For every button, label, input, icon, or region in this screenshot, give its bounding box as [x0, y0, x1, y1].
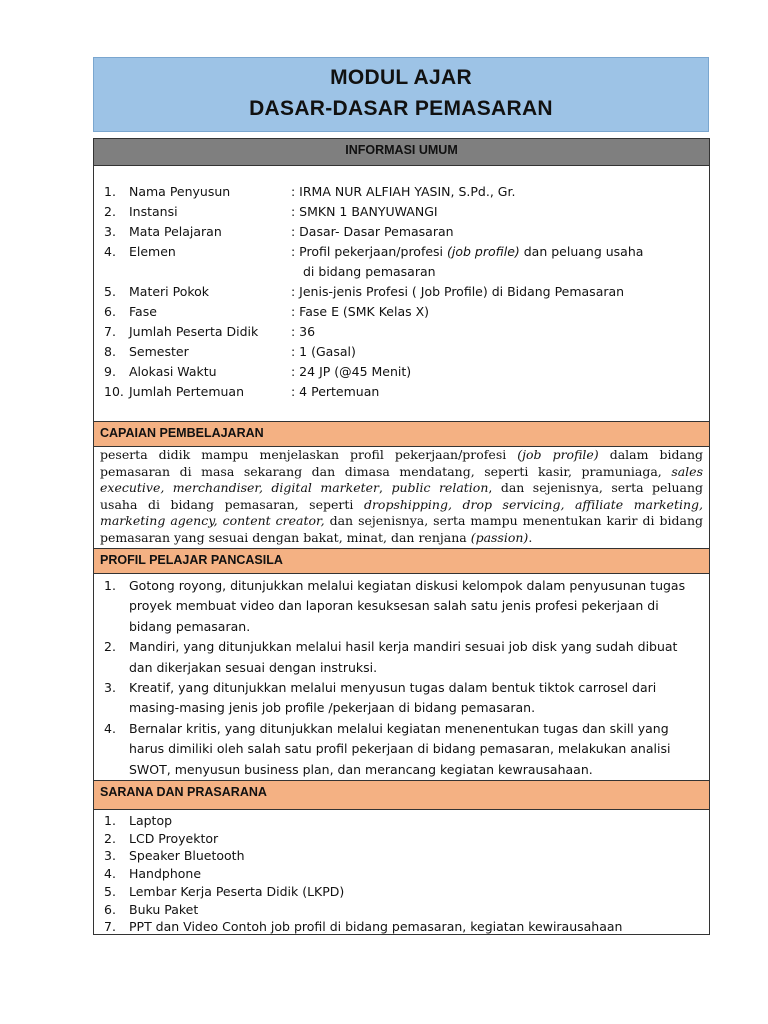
- list-item-number: 2.: [104, 830, 116, 846]
- list-item-text: LCD Proyektor: [129, 830, 219, 846]
- list-item-number: 1.: [104, 813, 116, 828]
- list-item-text: PPT dan Video Contoh job profil di bidang pemasaran, kegiatan kewirausahaan: [129, 919, 623, 935]
- capaian-text: .: [528, 529, 533, 545]
- info-num: 10.: [104, 384, 124, 399]
- capaian-emphasis: dropshipping, drop servicing, affiliate marketing, marketing agency, content creator,: [100, 496, 703, 529]
- info-value: : 4 Pertemuan: [291, 384, 380, 399]
- list-item: [104, 719, 703, 780]
- capaian-emphasis: public relation: [391, 480, 489, 496]
- info-value-emphasis: (job profile): [447, 244, 520, 259]
- list-item: [104, 865, 703, 883]
- info-row: [104, 242, 699, 282]
- list-item-number: 7.: [104, 919, 116, 935]
- info-label: Jumlah Peserta Didik: [129, 324, 259, 339]
- info-value: : 1 (Gasal): [291, 344, 356, 359]
- info-label: Semester: [129, 344, 189, 359]
- list-item-text: Buku Paket: [129, 901, 199, 917]
- list-item-number: 3.: [104, 680, 116, 696]
- capaian-emphasis: (passion): [470, 529, 529, 545]
- list-item-text: Laptop: [129, 813, 173, 828]
- info-value: : SMKN 1 BANYUWANGI: [291, 204, 438, 219]
- list-item-number: 4.: [104, 720, 116, 736]
- list-item-text: Mandiri, yang ditunjukkan melalui hasil kerja mandiri sesuai job disk yang sudah dibuat dan dikerjakan sesuai dengan instruksi.: [129, 639, 678, 675]
- list-item-number: 4.: [104, 866, 116, 882]
- info-row: [104, 222, 699, 242]
- list-item: [104, 637, 703, 678]
- info-value: : 36: [291, 324, 316, 339]
- info-row: [104, 202, 699, 222]
- info-value-part: : Profil pekerjaan/profesi: [291, 244, 448, 259]
- list-item-text: Kreatif, yang ditunjukkan melalui menyusun tugas dalam bentuk tiktok carrosel dari masing-masing jenis job profile /pekerjaan di bidang pemasaran.: [129, 680, 657, 716]
- list-item-text: Handphone: [129, 866, 202, 882]
- profil-list: [104, 576, 703, 780]
- list-item-number: 6.: [104, 901, 116, 917]
- info-row: [104, 382, 699, 402]
- info-num: 1.: [104, 184, 116, 199]
- list-item: [104, 576, 703, 637]
- info-row: [104, 302, 699, 322]
- info-label: Materi Pokok: [129, 284, 210, 299]
- list-item: [104, 918, 703, 936]
- info-label: Alokasi Waktu: [129, 364, 217, 379]
- capaian-text: peserta didik mampu menjelaskan profil pekerjaan/profesi: [100, 447, 518, 462]
- info-value: : IRMA NUR ALFIAH YASIN, S.Pd., Gr.: [291, 184, 516, 199]
- info-label: Mata Pelajaran: [129, 224, 222, 239]
- info-row: [104, 322, 699, 342]
- document-title: MODUL AJAR: [330, 66, 472, 89]
- info-list: [104, 182, 699, 402]
- info-row: [104, 362, 699, 382]
- module-table: [93, 138, 710, 935]
- document-subtitle: DASAR-DASAR PEMASARAN: [249, 97, 553, 120]
- list-item-number: 5.: [104, 883, 116, 899]
- section-heading-informasi-umum: INFORMASI UMUM: [94, 139, 709, 166]
- section-heading-sarana: SARANA DAN PRASARANA: [94, 780, 709, 810]
- info-value: : Dasar- Dasar Pemasaran: [291, 224, 454, 239]
- list-item-text: Lembar Kerja Peserta Didik (LKPD): [129, 883, 345, 899]
- info-label: Jumlah Pertemuan: [129, 384, 245, 399]
- info-num: 2.: [104, 204, 116, 219]
- section-heading-profil-pelajar: PROFIL PELAJAR PANCASILA: [94, 548, 709, 574]
- info-row: [104, 282, 699, 302]
- sarana-list: [104, 812, 703, 936]
- info-num: 9.: [104, 364, 116, 379]
- list-item: [104, 901, 703, 919]
- list-item: [104, 812, 703, 830]
- list-item-text: Gotong royong, ditunjukkan melalui kegiatan diskusi kelompok dalam penyusunan tugas proyek membuat video dan laporan kesuksesan salah satu jenis profesi pekerjaan di bidang pemasaran.: [129, 578, 686, 634]
- info-value-part: dan peluang usaha: [519, 244, 644, 259]
- capaian-text: dan sejenisnya, serta mampu menentukan karir di bidang pemasaran yang sesuai dengan bakat, minat, dan renjana: [100, 513, 704, 545]
- capaian-text: , dan sejenisnya, serta peluang usaha di bidang pemasaran, seperti: [100, 480, 703, 512]
- info-label: Elemen: [129, 244, 176, 259]
- capaian-emphasis: sales executive, merchandiser, digital marketer: [100, 463, 703, 496]
- info-row: [104, 342, 699, 362]
- info-num: 7.: [104, 324, 116, 339]
- info-num: 3.: [104, 224, 116, 239]
- capaian-text: ,: [379, 480, 392, 496]
- info-label: Nama Penyusun: [129, 184, 231, 199]
- info-num: 4.: [104, 244, 116, 259]
- title-banner: [93, 57, 709, 132]
- info-row: [104, 182, 699, 202]
- info-num: 5.: [104, 284, 116, 299]
- info-num: 6.: [104, 304, 116, 319]
- section-heading-capaian: CAPAIAN PEMBELAJARAN: [94, 421, 709, 447]
- capaian-emphasis: (job profile): [517, 447, 599, 462]
- list-item: [104, 847, 703, 865]
- info-label: Instansi: [129, 204, 178, 219]
- list-item-text: Bernalar kritis, yang ditunjukkan melalui kegiatan menenentukan tugas dan skill yang harus dimiliki oleh salah satu profil pekerjaan di bidang pemasaran, melakukan analisi SWOT, menyusun business plan, dan merancang kegiatan kewrausahaan.: [129, 720, 671, 777]
- list-item-number: 1.: [104, 578, 116, 593]
- list-item: [104, 678, 703, 719]
- info-num: 8.: [104, 344, 116, 359]
- info-value: : Jenis-jenis Profesi ( Job Profile) di Bidang Pemasaran: [291, 284, 625, 299]
- list-item: [104, 883, 703, 901]
- info-value: : Fase E (SMK Kelas X): [291, 304, 430, 319]
- list-item-number: 3.: [104, 848, 116, 864]
- info-value: [291, 242, 643, 282]
- info-value-line2: di bidang pemasaran: [303, 264, 436, 279]
- info-value: : 24 JP (@45 Menit): [291, 364, 412, 379]
- list-item-text: Speaker Bluetooth: [129, 848, 245, 864]
- capaian-text: dalam bidang pemasaran di masa sekarang dan dimasa mendatang, seperti kasir, pramuniaga,: [100, 447, 703, 479]
- list-item-number: 2.: [104, 639, 116, 655]
- capaian-paragraph: [100, 447, 703, 547]
- list-item: [104, 830, 703, 848]
- info-label: Fase: [129, 304, 157, 319]
